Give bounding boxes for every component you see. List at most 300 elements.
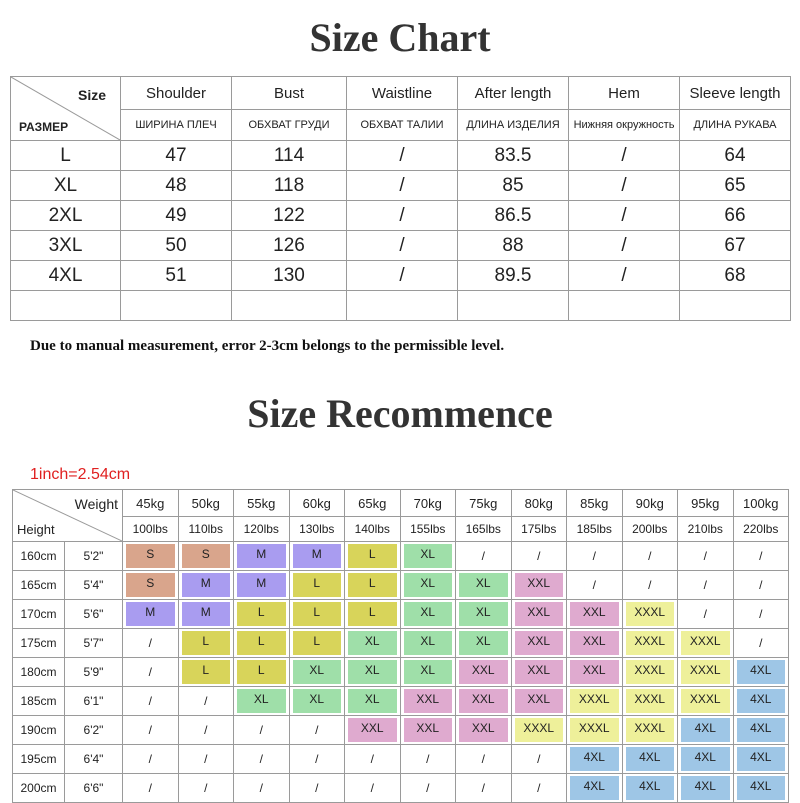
size-swatch: XL xyxy=(348,631,397,655)
size-swatch: XXXL xyxy=(681,660,730,684)
size-recommendation-cell xyxy=(178,600,234,629)
size-recommendation-cell: / xyxy=(567,542,623,571)
weight-kg: 45kg xyxy=(123,490,179,517)
header-ru-sleeve: ДЛИНА РУКАВА xyxy=(680,110,791,141)
size-swatch: XXXL xyxy=(681,631,730,655)
weight-lbs: 165lbs xyxy=(456,517,512,542)
size-recommendation-cell xyxy=(345,542,401,571)
weight-label: Weight xyxy=(74,496,118,512)
measurement-value: 130 xyxy=(232,261,347,291)
measurement-value: / xyxy=(569,261,680,291)
height-row xyxy=(13,571,789,600)
size-recommendation-cell: / xyxy=(123,745,179,774)
size-swatch: 4XL xyxy=(737,689,786,713)
size-swatch: XL xyxy=(459,602,508,626)
size-label: XL xyxy=(11,171,121,201)
size-recommendation-cell xyxy=(123,542,179,571)
height-row xyxy=(13,745,789,774)
weight-kg-row xyxy=(13,490,789,517)
size-recommendation-cell: / xyxy=(733,629,789,658)
measurement-value: 47 xyxy=(121,141,232,171)
header-sleeve-length: Sleeve length xyxy=(680,77,791,110)
measurement-value: / xyxy=(347,171,458,201)
measurement-value: / xyxy=(347,261,458,291)
size-swatch: L xyxy=(237,660,286,684)
size-recommendation-cell xyxy=(400,716,456,745)
size-recommendation-cell xyxy=(400,687,456,716)
size-swatch: XXL xyxy=(515,689,564,713)
size-swatch: L xyxy=(348,544,397,568)
size-swatch: M xyxy=(237,573,286,597)
size-recommendation-cell xyxy=(234,629,290,658)
size-recommendation-cell xyxy=(622,687,678,716)
size-swatch: S xyxy=(182,544,231,568)
size-recommendation-cell xyxy=(289,542,345,571)
measurement-value: 48 xyxy=(121,171,232,201)
size-swatch: XXL xyxy=(570,660,619,684)
measurement-value: 65 xyxy=(680,171,791,201)
height-ft: 5'4" xyxy=(65,571,123,600)
height-cm: 165cm xyxy=(13,571,65,600)
size-recommendation-cell xyxy=(678,629,734,658)
empty-cell xyxy=(11,291,121,321)
size-recommendation-cell: / xyxy=(678,542,734,571)
size-recommendation-cell xyxy=(733,658,789,687)
size-swatch: L xyxy=(182,631,231,655)
size-recommendation-cell: / xyxy=(733,571,789,600)
size-recommendation-cell: / xyxy=(511,745,567,774)
weight-lbs: 155lbs xyxy=(400,517,456,542)
size-recommendation-cell xyxy=(345,600,401,629)
size-recommendation-cell: / xyxy=(511,542,567,571)
header-ru-waist: ОБХВАТ ТАЛИИ xyxy=(347,110,458,141)
size-recommendation-cell: / xyxy=(678,600,734,629)
height-ft: 6'1" xyxy=(65,687,123,716)
size-recommendation-cell xyxy=(456,629,512,658)
size-swatch: L xyxy=(237,631,286,655)
weight-height-corner xyxy=(13,490,123,542)
size-swatch: M xyxy=(126,602,175,626)
size-swatch: M xyxy=(182,602,231,626)
size-recommendation-cell xyxy=(622,716,678,745)
measurement-value: 114 xyxy=(232,141,347,171)
header-ru-shoulder: ШИРИНА ПЛЕЧ xyxy=(121,110,232,141)
measurement-value: 126 xyxy=(232,231,347,261)
weight-lbs: 200lbs xyxy=(622,517,678,542)
size-recommendation-cell xyxy=(622,600,678,629)
size-recommendation-cell xyxy=(345,629,401,658)
empty-cell xyxy=(232,291,347,321)
corner-size-ru-label: РАЗМЕР xyxy=(19,120,69,134)
size-recommendation-cell xyxy=(400,542,456,571)
size-recommendation-cell: / xyxy=(289,716,345,745)
header-waistline: Waistline xyxy=(347,77,458,110)
size-recommendation-cell: / xyxy=(733,600,789,629)
size-recommendation-cell xyxy=(733,745,789,774)
size-recommendation-cell xyxy=(178,629,234,658)
size-recommendation-cell xyxy=(567,658,623,687)
size-swatch: XL xyxy=(459,573,508,597)
size-chart-empty-row xyxy=(11,291,791,321)
weight-lbs: 175lbs xyxy=(511,517,567,542)
height-ft: 5'7" xyxy=(65,629,123,658)
weight-kg: 75kg xyxy=(456,490,512,517)
size-swatch: XXXL xyxy=(626,718,675,742)
size-swatch: XXXL xyxy=(626,631,675,655)
measurement-value: / xyxy=(569,231,680,261)
size-recommendation-cell xyxy=(511,629,567,658)
measurement-value: 85 xyxy=(458,171,569,201)
weight-kg: 100kg xyxy=(733,490,789,517)
measurement-value: 67 xyxy=(680,231,791,261)
size-chart-header-ru-row xyxy=(11,110,791,141)
height-cm: 175cm xyxy=(13,629,65,658)
size-recommendation-cell: / xyxy=(123,716,179,745)
weight-kg: 80kg xyxy=(511,490,567,517)
size-chart-row xyxy=(11,231,791,261)
height-row xyxy=(13,600,789,629)
measurement-value: 83.5 xyxy=(458,141,569,171)
weight-kg: 60kg xyxy=(289,490,345,517)
size-swatch: XXL xyxy=(515,602,564,626)
size-swatch: 4XL xyxy=(626,776,675,800)
size-swatch: XL xyxy=(348,689,397,713)
size-swatch: XXL xyxy=(570,631,619,655)
measurement-value: 86.5 xyxy=(458,201,569,231)
corner-size-label: Size xyxy=(77,87,106,103)
size-recommendation-cell xyxy=(345,687,401,716)
header-after-length: After length xyxy=(458,77,569,110)
size-recommendation-cell xyxy=(289,629,345,658)
weight-kg: 70kg xyxy=(400,490,456,517)
size-recommendation-cell xyxy=(733,716,789,745)
measurement-value: 51 xyxy=(121,261,232,291)
size-recommendation-cell: / xyxy=(123,658,179,687)
height-label: Height xyxy=(17,522,55,537)
size-swatch: XL xyxy=(459,631,508,655)
size-swatch: XXXL xyxy=(681,689,730,713)
size-recommendation-cell xyxy=(345,716,401,745)
measurement-value: 68 xyxy=(680,261,791,291)
height-ft: 6'4" xyxy=(65,745,123,774)
height-row xyxy=(13,542,789,571)
size-chart-title: Size Chart xyxy=(309,15,491,60)
size-recommendation-cell xyxy=(456,600,512,629)
size-recommendation-cell xyxy=(289,571,345,600)
size-swatch: XL xyxy=(293,660,342,684)
size-recommendation-cell xyxy=(511,716,567,745)
size-recommendation-cell xyxy=(400,658,456,687)
size-recommendation-cell: / xyxy=(234,745,290,774)
size-swatch: XL xyxy=(293,689,342,713)
measurement-value: 122 xyxy=(232,201,347,231)
size-recommendation-cell xyxy=(400,571,456,600)
weight-lbs: 220lbs xyxy=(733,517,789,542)
weight-lbs: 140lbs xyxy=(345,517,401,542)
height-ft: 6'6" xyxy=(65,774,123,803)
size-recommendation-cell: / xyxy=(400,774,456,803)
size-recommendation-cell xyxy=(733,687,789,716)
height-ft: 5'6" xyxy=(65,600,123,629)
inch-conversion-note: 1inch=2.54cm xyxy=(30,466,131,483)
size-chart-row xyxy=(11,261,791,291)
size-recommendation-cell: / xyxy=(622,571,678,600)
size-recommendation-cell xyxy=(400,600,456,629)
header-shoulder: Shoulder xyxy=(121,77,232,110)
size-swatch: XXL xyxy=(404,689,453,713)
measurement-note: Due to manual measurement, error 2-3cm belongs to the permissible level. xyxy=(30,338,505,354)
measurement-value: 118 xyxy=(232,171,347,201)
size-recommendation-cell: / xyxy=(345,774,401,803)
size-recommendation-cell xyxy=(511,687,567,716)
size-swatch: 4XL xyxy=(681,718,730,742)
weight-lbs: 210lbs xyxy=(678,517,734,542)
weight-lbs: 110lbs xyxy=(178,517,234,542)
height-cm: 160cm xyxy=(13,542,65,571)
size-swatch: 4XL xyxy=(570,747,619,771)
size-recommendation-cell xyxy=(567,629,623,658)
header-ru-hem: Нижняя окружность xyxy=(569,110,680,141)
size-recommendation-cell xyxy=(567,774,623,803)
size-swatch: L xyxy=(182,660,231,684)
size-chart-header-row xyxy=(11,77,791,110)
size-swatch: L xyxy=(348,602,397,626)
size-swatch: S xyxy=(126,573,175,597)
size-recommendation-cell xyxy=(456,687,512,716)
size-recommendation-cell xyxy=(622,774,678,803)
size-recommendation-cell xyxy=(234,600,290,629)
size-recommendation-cell: / xyxy=(234,716,290,745)
size-recommendation-cell xyxy=(456,571,512,600)
size-recommendation-cell xyxy=(567,687,623,716)
size-swatch: XXL xyxy=(348,718,397,742)
size-recommendation-cell xyxy=(511,600,567,629)
size-swatch: 4XL xyxy=(681,776,730,800)
size-recommendation-cell xyxy=(567,745,623,774)
weight-lbs-row xyxy=(13,517,789,542)
measurement-value: 66 xyxy=(680,201,791,231)
size-recommendation-cell: / xyxy=(400,745,456,774)
measurement-value: / xyxy=(347,231,458,261)
size-recommendation-cell xyxy=(123,600,179,629)
weight-lbs: 130lbs xyxy=(289,517,345,542)
size-swatch: XL xyxy=(404,660,453,684)
height-ft: 6'2" xyxy=(65,716,123,745)
size-recommendation-cell: / xyxy=(456,774,512,803)
size-chart-row xyxy=(11,171,791,201)
size-swatch: M xyxy=(237,544,286,568)
height-cm: 180cm xyxy=(13,658,65,687)
size-recommendation-cell xyxy=(289,600,345,629)
measurement-value: 49 xyxy=(121,201,232,231)
size-swatch: XL xyxy=(404,573,453,597)
size-recommendation-cell: / xyxy=(567,571,623,600)
size-swatch: XL xyxy=(237,689,286,713)
measurement-value: / xyxy=(569,171,680,201)
size-recommendation-cell xyxy=(622,745,678,774)
size-chart-row xyxy=(11,141,791,171)
size-recommendation-cell: / xyxy=(289,774,345,803)
size-swatch: M xyxy=(293,544,342,568)
size-label: 4XL xyxy=(11,261,121,291)
size-swatch: M xyxy=(182,573,231,597)
height-cm: 190cm xyxy=(13,716,65,745)
size-swatch: XL xyxy=(404,544,453,568)
size-recommendation-cell: / xyxy=(178,716,234,745)
size-recommendation-cell xyxy=(345,658,401,687)
size-recommendation-cell xyxy=(123,571,179,600)
size-recommendation-cell: / xyxy=(511,774,567,803)
height-row xyxy=(13,716,789,745)
header-bust: Bust xyxy=(232,77,347,110)
size-recommendation-cell xyxy=(678,745,734,774)
weight-kg: 55kg xyxy=(234,490,290,517)
size-swatch: L xyxy=(348,573,397,597)
size-recommendation-cell xyxy=(678,687,734,716)
size-label: L xyxy=(11,141,121,171)
size-swatch: 4XL xyxy=(737,776,786,800)
empty-cell xyxy=(458,291,569,321)
size-recommendation-cell xyxy=(678,716,734,745)
size-recommendation-cell xyxy=(511,571,567,600)
size-label: 3XL xyxy=(11,231,121,261)
size-recommendation-cell: / xyxy=(345,745,401,774)
size-recommendation-cell xyxy=(733,774,789,803)
size-label: 2XL xyxy=(11,201,121,231)
size-recommendation-cell: / xyxy=(178,745,234,774)
size-recommendation-cell xyxy=(511,658,567,687)
size-swatch: L xyxy=(293,602,342,626)
size-swatch: XL xyxy=(348,660,397,684)
size-recommendation-cell: / xyxy=(123,774,179,803)
size-recommendation-cell: / xyxy=(733,542,789,571)
height-cm: 170cm xyxy=(13,600,65,629)
weight-lbs: 120lbs xyxy=(234,517,290,542)
size-recommendation-cell: / xyxy=(178,687,234,716)
size-recommendation-cell xyxy=(678,774,734,803)
size-recommendation-cell xyxy=(289,658,345,687)
size-recommendation-cell: / xyxy=(123,629,179,658)
measurement-value: / xyxy=(347,201,458,231)
height-row xyxy=(13,629,789,658)
measurement-value: 89.5 xyxy=(458,261,569,291)
size-swatch: XXXL xyxy=(515,718,564,742)
measurement-value: 64 xyxy=(680,141,791,171)
size-swatch: 4XL xyxy=(681,747,730,771)
size-recommendation-cell xyxy=(345,571,401,600)
header-ru-length: ДЛИНА ИЗДЕЛИЯ xyxy=(458,110,569,141)
size-recommend-table xyxy=(12,489,789,803)
size-swatch: XXXL xyxy=(570,689,619,713)
size-swatch: 4XL xyxy=(626,747,675,771)
size-recommendation-cell: / xyxy=(178,774,234,803)
size-recommendation-cell xyxy=(234,658,290,687)
header-hem: Hem xyxy=(569,77,680,110)
size-recommendation-cell: / xyxy=(678,571,734,600)
size-recommendation-cell: / xyxy=(123,687,179,716)
height-cm: 185cm xyxy=(13,687,65,716)
size-swatch: XXL xyxy=(515,573,564,597)
empty-cell xyxy=(680,291,791,321)
size-swatch: XXL xyxy=(515,631,564,655)
size-swatch: XL xyxy=(404,602,453,626)
size-swatch: XXL xyxy=(459,718,508,742)
size-recommendation-cell xyxy=(400,629,456,658)
size-swatch: 4XL xyxy=(737,718,786,742)
size-swatch: L xyxy=(237,602,286,626)
header-ru-bust: ОБХВАТ ГРУДИ xyxy=(232,110,347,141)
measurement-value: 50 xyxy=(121,231,232,261)
size-recommendation-cell xyxy=(234,571,290,600)
size-swatch: XL xyxy=(404,631,453,655)
size-recommendation-cell xyxy=(456,658,512,687)
height-row xyxy=(13,774,789,803)
size-swatch: XXL xyxy=(459,689,508,713)
size-recommendation-cell xyxy=(234,687,290,716)
size-recommend-title: Size Recommence xyxy=(247,391,553,436)
size-recommendation-cell: / xyxy=(234,774,290,803)
empty-cell xyxy=(121,291,232,321)
height-cm: 200cm xyxy=(13,774,65,803)
weight-lbs: 185lbs xyxy=(567,517,623,542)
empty-cell xyxy=(569,291,680,321)
measurement-value: 88 xyxy=(458,231,569,261)
size-swatch: 4XL xyxy=(737,747,786,771)
size-chart-table xyxy=(10,76,791,321)
size-recommendation-cell xyxy=(234,542,290,571)
size-recommendation-cell xyxy=(178,542,234,571)
weight-kg: 50kg xyxy=(178,490,234,517)
size-swatch: XXXL xyxy=(626,660,675,684)
size-swatch: L xyxy=(293,631,342,655)
size-recommendation-cell xyxy=(289,687,345,716)
size-recommendation-cell xyxy=(567,716,623,745)
measurement-value: / xyxy=(569,141,680,171)
size-recommendation-cell xyxy=(622,629,678,658)
size-recommendation-cell xyxy=(178,658,234,687)
height-row xyxy=(13,687,789,716)
size-chart-row xyxy=(11,201,791,231)
height-ft: 5'9" xyxy=(65,658,123,687)
weight-kg: 65kg xyxy=(345,490,401,517)
size-recommendation-cell xyxy=(622,658,678,687)
size-swatch: 4XL xyxy=(737,660,786,684)
size-swatch: XXL xyxy=(404,718,453,742)
height-row xyxy=(13,658,789,687)
size-recommendation-cell xyxy=(678,658,734,687)
weight-lbs: 100lbs xyxy=(123,517,179,542)
size-swatch: S xyxy=(126,544,175,568)
size-recommendation-cell xyxy=(178,571,234,600)
size-swatch: 4XL xyxy=(570,776,619,800)
size-swatch: L xyxy=(293,573,342,597)
size-swatch: XXXL xyxy=(626,602,675,626)
weight-kg: 85kg xyxy=(567,490,623,517)
size-recommendation-cell xyxy=(567,600,623,629)
size-recommendation-cell: / xyxy=(456,745,512,774)
size-chart-corner xyxy=(11,77,121,141)
height-ft: 5'2" xyxy=(65,542,123,571)
weight-kg: 95kg xyxy=(678,490,734,517)
size-swatch: XXL xyxy=(570,602,619,626)
measurement-value: / xyxy=(569,201,680,231)
measurement-value: / xyxy=(347,141,458,171)
weight-kg: 90kg xyxy=(622,490,678,517)
size-recommendation-cell: / xyxy=(622,542,678,571)
size-swatch: XXXL xyxy=(626,689,675,713)
size-swatch: XXL xyxy=(459,660,508,684)
height-cm: 195cm xyxy=(13,745,65,774)
